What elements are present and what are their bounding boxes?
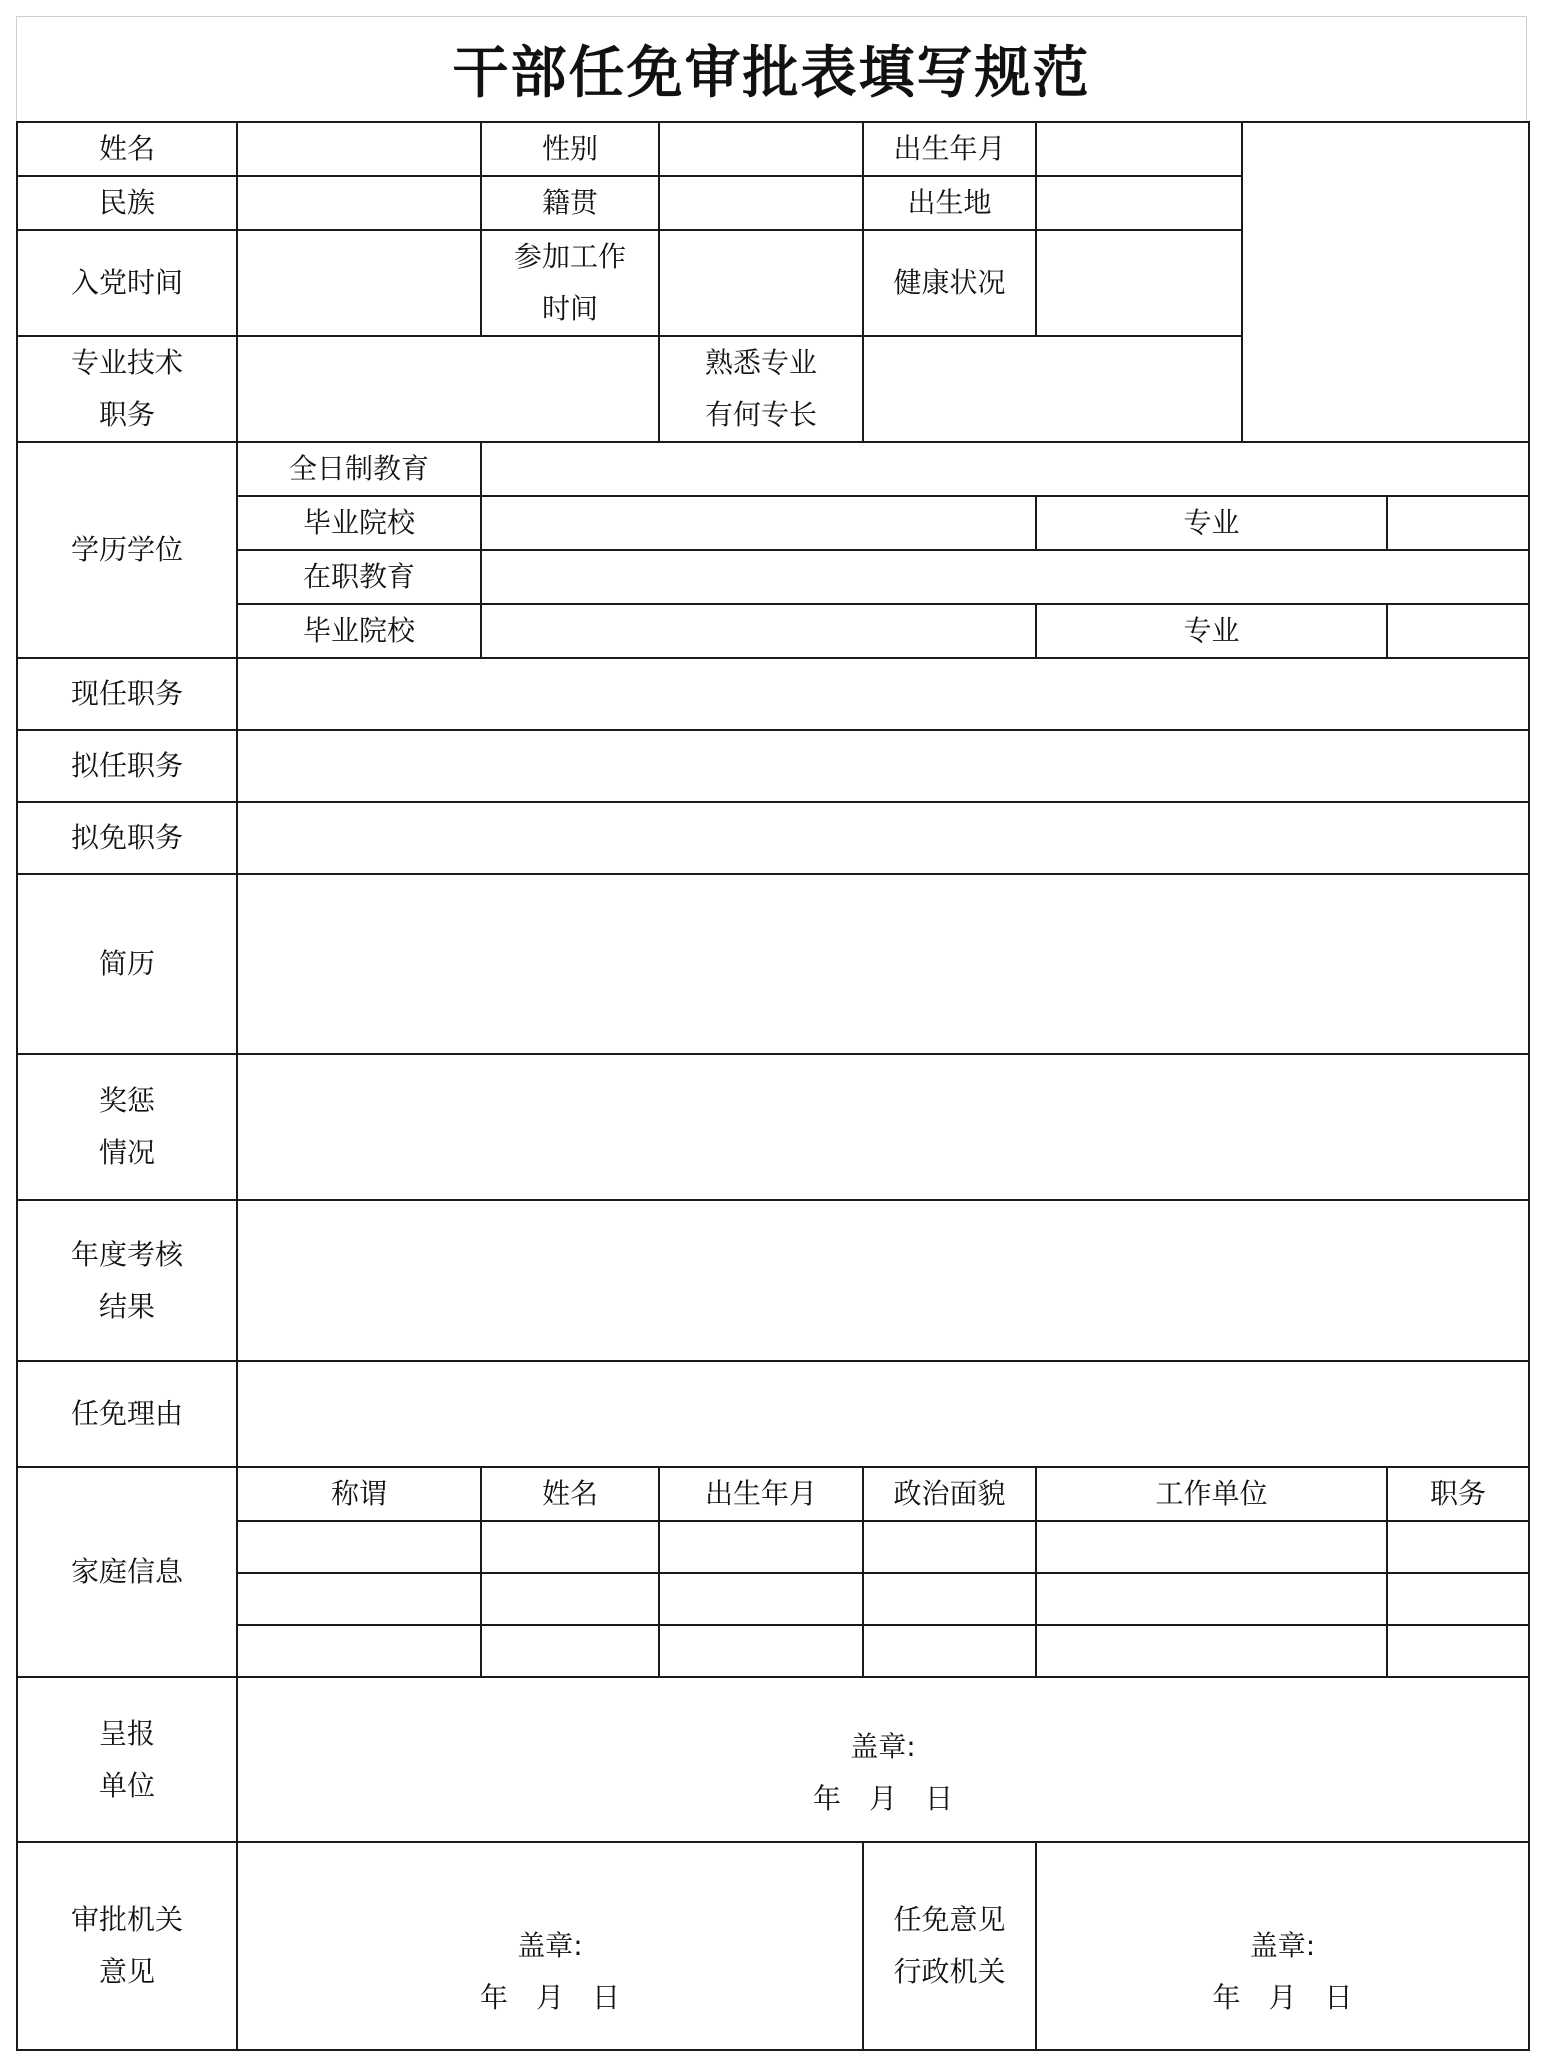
current-position-label: 现任职务 — [17, 658, 237, 730]
ethnicity-field[interactable] — [237, 176, 481, 230]
specialty-label — [659, 336, 863, 442]
family-cell[interactable] — [481, 1625, 659, 1677]
name-label: 姓名 — [17, 122, 237, 176]
family-cell[interactable] — [659, 1521, 863, 1573]
family-header-relation: 称谓 — [237, 1467, 481, 1521]
fulltime-education-label: 全日制教育 — [237, 442, 481, 496]
family-header-birth: 出生年月 — [659, 1467, 863, 1521]
family-cell[interactable] — [863, 1625, 1036, 1677]
reason-label: 任免理由 — [17, 1361, 237, 1467]
inservice-education-field[interactable] — [481, 550, 1529, 604]
family-header-name: 姓名 — [481, 1467, 659, 1521]
current-position-field[interactable] — [237, 658, 1529, 730]
fulltime-education-field[interactable] — [481, 442, 1529, 496]
specialty-label-line2: 有何专长 — [704, 398, 817, 431]
birthplace-field[interactable] — [1036, 176, 1242, 230]
work-start-field[interactable] — [659, 230, 863, 336]
approval-label — [17, 1842, 237, 2050]
family-cell[interactable] — [1036, 1625, 1387, 1677]
assessment-label-line1: 年度考核 — [70, 1237, 183, 1271]
table-row — [17, 1200, 1529, 1361]
table-row — [17, 1573, 1529, 1625]
family-header-political: 政治面貌 — [863, 1467, 1036, 1521]
birth-field[interactable] — [1036, 122, 1242, 176]
ethnicity-label: 民族 — [17, 176, 237, 230]
submit-date-text: 年 月 日 — [812, 1781, 953, 1815]
approval-date-text: 年 月 日 — [479, 1981, 620, 2014]
inservice-school-field[interactable] — [481, 604, 1036, 658]
submit-unit-label-line1: 呈报 — [98, 1716, 155, 1750]
title-box — [16, 16, 1527, 121]
reason-field[interactable] — [237, 1361, 1529, 1467]
family-cell[interactable] — [481, 1573, 659, 1625]
family-cell[interactable] — [1387, 1573, 1529, 1625]
removed-position-field[interactable] — [237, 802, 1529, 874]
fulltime-school-field[interactable] — [481, 496, 1036, 550]
family-cell[interactable] — [863, 1573, 1036, 1625]
admin-date-text: 年 月 日 — [1212, 1981, 1353, 2014]
photo-cell[interactable] — [1242, 122, 1529, 442]
table-row — [17, 1842, 1529, 2050]
table-row — [17, 1521, 1529, 1573]
page-title: 干部任免审批表填写规范 — [452, 41, 1091, 106]
inservice-school-label: 毕业院校 — [237, 604, 481, 658]
approval-label-line2: 意见 — [98, 1955, 155, 1988]
table-row — [17, 550, 1529, 604]
tech-title-field[interactable] — [237, 336, 659, 442]
table-row — [17, 658, 1529, 730]
proposed-position-label: 拟任职务 — [17, 730, 237, 802]
submit-unit-label-line2: 单位 — [98, 1768, 155, 1802]
family-cell[interactable] — [1036, 1521, 1387, 1573]
family-cell[interactable] — [1387, 1521, 1529, 1573]
family-cell[interactable] — [481, 1521, 659, 1573]
table-row — [17, 802, 1529, 874]
birth-label: 出生年月 — [863, 122, 1036, 176]
fulltime-school-label: 毕业院校 — [237, 496, 481, 550]
approval-label-line1: 审批机关 — [70, 1903, 183, 1936]
health-label: 健康状况 — [863, 230, 1036, 336]
specialty-label-line1: 熟悉专业 — [704, 346, 817, 379]
work-start-label — [481, 230, 659, 336]
assessment-field[interactable] — [237, 1200, 1529, 1361]
table-row — [17, 496, 1529, 550]
family-header-workplace: 工作单位 — [1036, 1467, 1387, 1521]
rewards-label-line2: 情况 — [98, 1136, 155, 1169]
table-row — [17, 604, 1529, 658]
inservice-major-label: 专业 — [1036, 604, 1387, 658]
fulltime-major-label: 专业 — [1036, 496, 1387, 550]
family-cell[interactable] — [1387, 1625, 1529, 1677]
inservice-major-field[interactable] — [1387, 604, 1529, 658]
family-label: 家庭信息 — [17, 1467, 237, 1677]
table-row — [17, 1361, 1529, 1467]
rewards-field[interactable] — [237, 1054, 1529, 1200]
birthplace-label: 出生地 — [863, 176, 1036, 230]
family-cell[interactable] — [659, 1625, 863, 1677]
family-header-position: 职务 — [1387, 1467, 1529, 1521]
health-field[interactable] — [1036, 230, 1242, 336]
table-row — [17, 1467, 1529, 1521]
family-cell[interactable] — [237, 1573, 481, 1625]
table-row — [17, 874, 1529, 1054]
table-row — [17, 442, 1529, 496]
submit-stamp-text: 盖章: — [850, 1729, 916, 1763]
work-start-label-line1: 参加工作 — [513, 240, 626, 273]
table-row — [17, 1054, 1529, 1200]
approval-field[interactable] — [237, 1842, 863, 2050]
proposed-position-field[interactable] — [237, 730, 1529, 802]
removed-position-label: 拟免职务 — [17, 802, 237, 874]
party-join-field[interactable] — [237, 230, 481, 336]
rewards-label-line1: 奖惩 — [98, 1084, 155, 1117]
resume-field[interactable] — [237, 874, 1529, 1054]
tech-title-label-line2: 职务 — [98, 398, 155, 431]
assessment-label — [17, 1200, 237, 1361]
rewards-label — [17, 1054, 237, 1200]
table-row — [17, 1677, 1529, 1842]
admin-stamp-text: 盖章: — [1249, 1929, 1316, 1962]
inservice-education-label: 在职教育 — [237, 550, 481, 604]
family-cell[interactable] — [237, 1625, 481, 1677]
table-row — [17, 1625, 1529, 1677]
family-cell[interactable] — [659, 1573, 863, 1625]
name-field[interactable] — [237, 122, 481, 176]
submit-unit-label — [17, 1677, 237, 1842]
specialty-field[interactable] — [863, 336, 1242, 442]
admin-opinion-label-line1: 任免意见 — [893, 1903, 1006, 1936]
family-cell[interactable] — [863, 1521, 1036, 1573]
appointment-form-table — [16, 121, 1530, 2051]
admin-opinion-field[interactable] — [1036, 1842, 1529, 2050]
resume-label: 简历 — [17, 874, 237, 1054]
education-label: 学历学位 — [17, 442, 237, 658]
work-start-label-line2: 时间 — [541, 292, 598, 325]
gender-field[interactable] — [659, 122, 863, 176]
native-place-label: 籍贯 — [481, 176, 659, 230]
submit-unit-field[interactable] — [237, 1677, 1529, 1842]
gender-label: 性别 — [481, 122, 659, 176]
admin-opinion-label — [863, 1842, 1036, 2050]
table-row — [17, 122, 1529, 176]
native-place-field[interactable] — [659, 176, 863, 230]
fulltime-major-field[interactable] — [1387, 496, 1529, 550]
table-row — [17, 730, 1529, 802]
approval-stamp-text: 盖章: — [517, 1929, 583, 1962]
family-cell[interactable] — [237, 1521, 481, 1573]
family-cell[interactable] — [1036, 1573, 1387, 1625]
tech-title-label-line1: 专业技术 — [70, 346, 183, 379]
admin-opinion-label-line2: 行政机关 — [893, 1955, 1006, 1988]
party-join-label: 入党时间 — [17, 230, 237, 336]
tech-title-label — [17, 336, 237, 442]
assessment-label-line2: 结果 — [98, 1289, 155, 1323]
